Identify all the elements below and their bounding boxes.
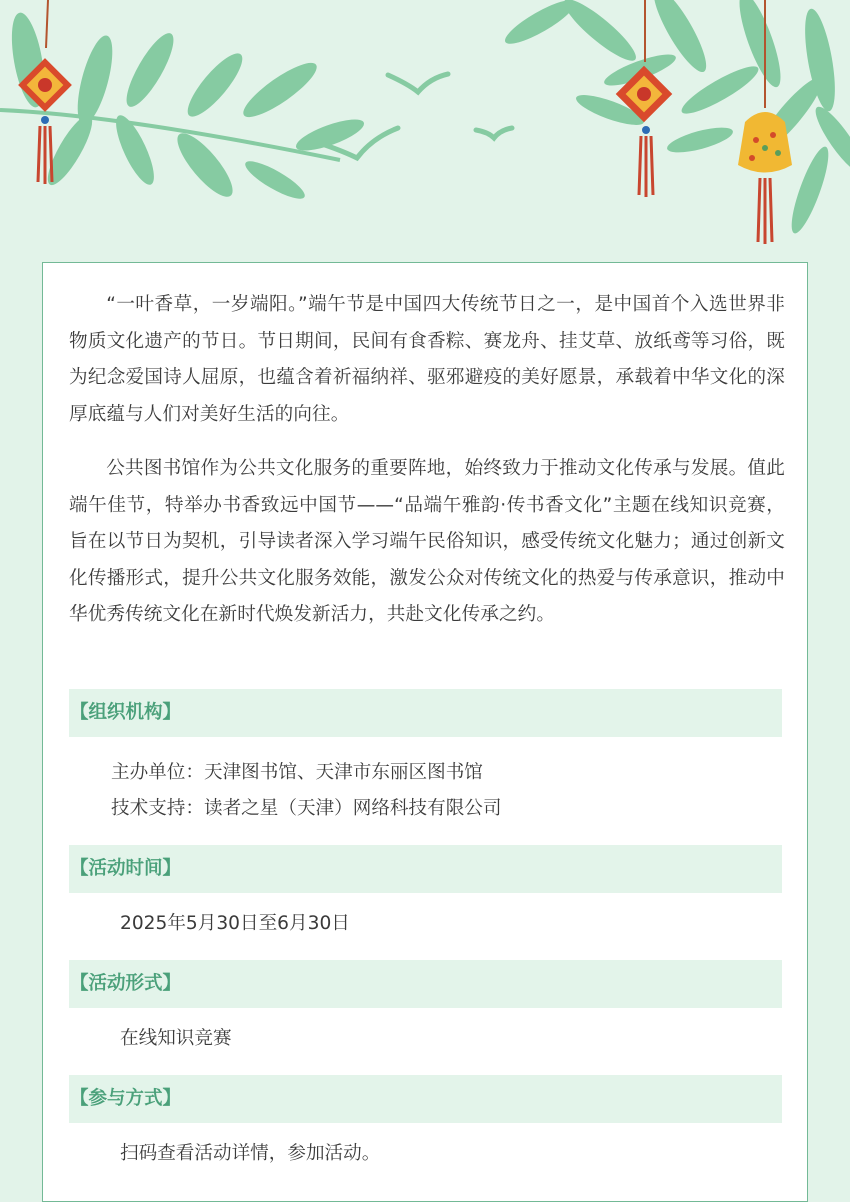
section-header-organization: 【组织机构】 [69,689,782,737]
section-header-participation: 【参与方式】 [69,1075,782,1123]
banner-illustration [0,0,850,270]
event-time-value: 2025年5月30日至6月30日 [120,913,350,934]
bamboo-leaf-icon [500,0,850,237]
tech-support-line: 技术支持：读者之星（天津）网络科技有限公司 [111,798,502,819]
flying-bird-icon [325,74,512,158]
section-header-format: 【活动形式】 [69,960,782,1008]
event-info-card [42,262,808,1202]
intro-paragraph-2: 公共图书馆作为公共文化服务的重要阵地，始终致力于推动文化传承与发展。值此端午佳节，特举办书香致远中国节——“品端午雅韵·传书香文化”主题在线知识竞赛，旨在以节日为契机，引导读者深入学习端午民俗知识，感受传统文化魅力；通过创新文化传播形式，提升公共文化服务效能，激发公众对传统文化的热爱与传承意识，推动中华优秀传统文化在新时代焕发新活力，共赴文化传承之约。 [69,458,785,625]
organizer-line: 主办单位：天津图书馆、天津市东丽区图书馆 [111,762,483,783]
participation-value: 扫码查看活动详情，参加活动。 [120,1143,381,1164]
section-header-time: 【活动时间】 [69,845,782,893]
intro-paragraph-1: “一叶香草，一岁端阳。”端午节是中国四大传统节日之一，是中国首个入选世界非物质文化遗产的节日。节日期间，民间有食香粽、赛龙舟、挂艾草、放纸鸢等习俗，既为纪念爱国诗人屈原，也蕴含着祈福纳祥、驱邪避疫的美好愿景，承载着中华文化的深厚底蕴与人们对美好生活的向往。 [69,294,785,425]
zongzi-sachet-icon [738,0,792,244]
bamboo-leaf-icon [0,10,367,204]
hanging-sachet-icon [616,0,673,197]
event-format-value: 在线知识竞赛 [120,1028,232,1049]
header-banner [0,0,850,270]
